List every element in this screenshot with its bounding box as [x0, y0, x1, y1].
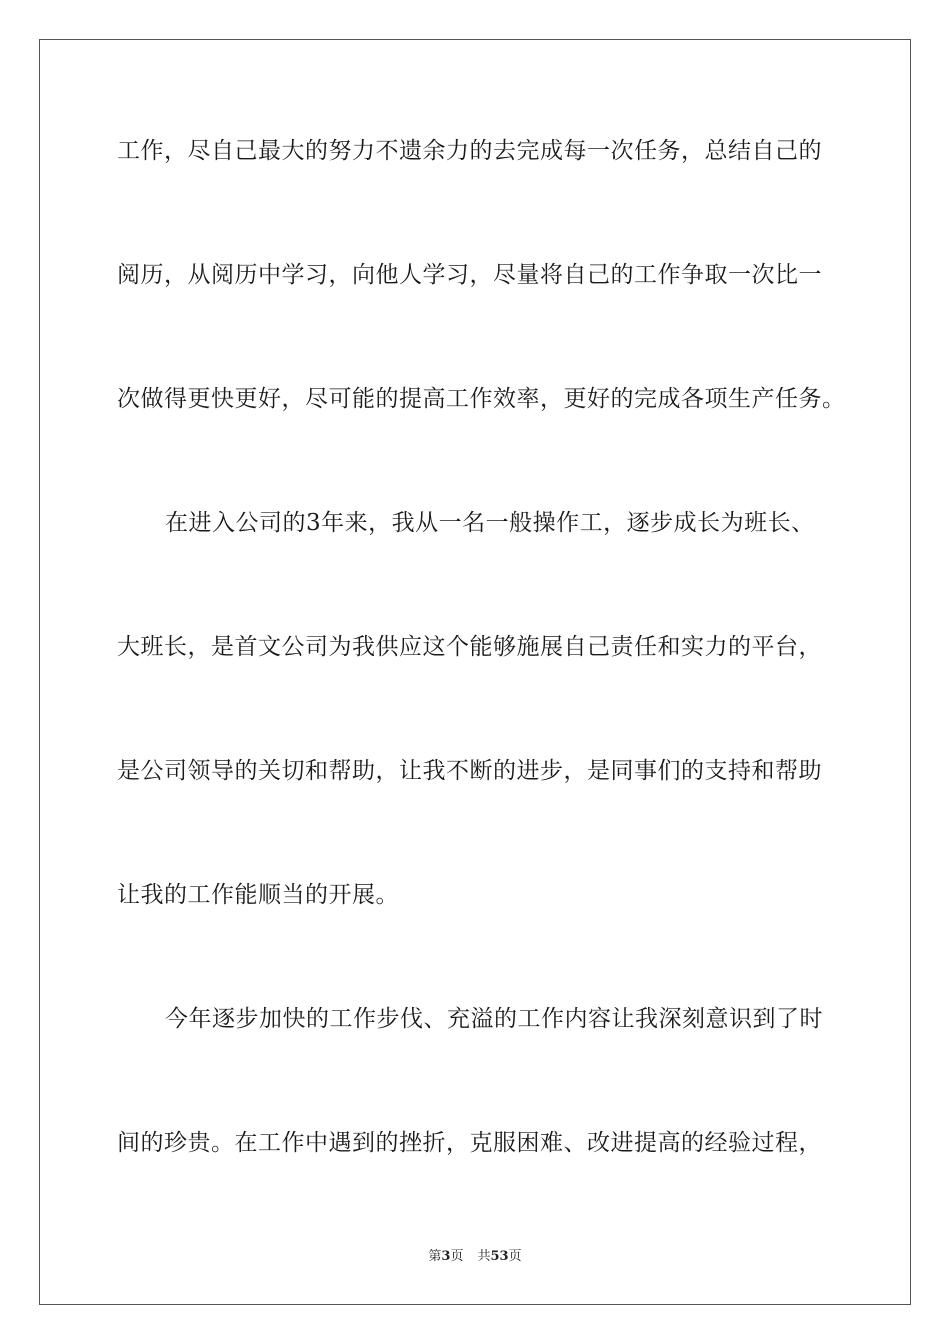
page-border	[39, 39, 911, 1305]
page-footer	[0, 1248, 950, 1266]
text-line-3: 次做得更快更好，尽可能的提高工作效率，更好的完成各项生产任务。	[117, 386, 846, 412]
text-line-7: 让我的工作能顺当的开展。	[117, 882, 399, 908]
text-line-5: 大班长，是首文公司为我供应这个能够施展自己责任和实力的平台，	[117, 634, 822, 660]
text-line-4: 在进入公司的3年来，我从一名一般操作工，逐步成长为班长、	[165, 510, 815, 536]
page-prefix: 第	[428, 1249, 442, 1264]
text-line-1: 工作，尽自己最大的努力不遗余力的去完成每一次任务，总结自己的	[117, 138, 822, 164]
text-line-6: 是公司领导的关切和帮助，让我不断的进步，是同事们的支持和帮助	[117, 758, 822, 784]
text-line-8: 今年逐步加快的工作步伐、充溢的工作内容让我深刻意识到了时	[165, 1006, 823, 1032]
page-number: 3	[441, 1249, 451, 1264]
text-line-2: 阅历，从阅历中学习，向他人学习，尽量将自己的工作争取一次比一	[117, 262, 822, 288]
total-suffix: 页	[508, 1249, 522, 1264]
text-line-9: 间的珍贵。在工作中遇到的挫折，克服困难、改进提高的经验过程，	[117, 1130, 822, 1156]
page-suffix: 页	[450, 1249, 464, 1264]
total-prefix: 共	[477, 1249, 491, 1264]
total-pages: 53	[490, 1249, 509, 1264]
